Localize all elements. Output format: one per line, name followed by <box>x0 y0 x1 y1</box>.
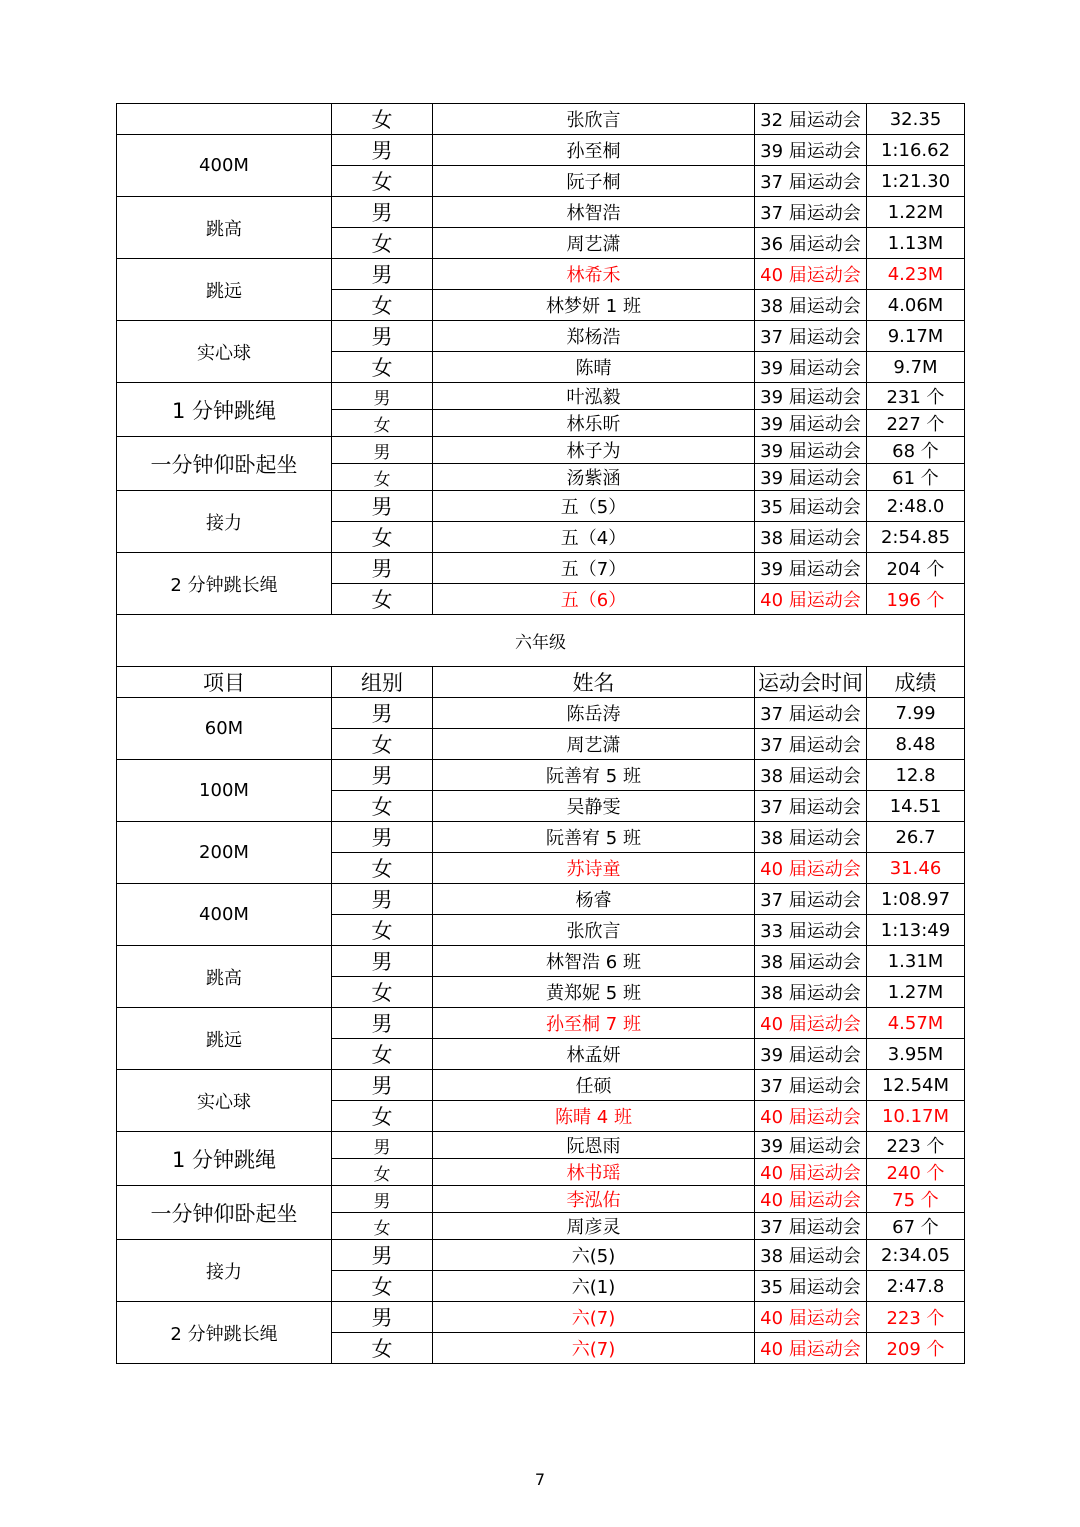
meet-cell: 39 届运动会 <box>755 1132 867 1159</box>
gender-cell: 男 <box>332 822 433 853</box>
athlete-name-cell: 五（7） <box>433 553 755 584</box>
result-cell: 1.31M <box>867 946 965 977</box>
meet-cell: 37 届运动会 <box>755 884 867 915</box>
event-name-cell: 400M <box>117 135 332 197</box>
event-name-cell <box>117 104 332 135</box>
gender-cell: 女 <box>332 464 433 491</box>
meet-cell: 40 届运动会 <box>755 1008 867 1039</box>
gender-cell: 女 <box>332 1271 433 1302</box>
table-row <box>117 1070 965 1101</box>
result-cell: 1:16.62 <box>867 135 965 166</box>
result-cell: 204 个 <box>867 553 965 584</box>
gender-cell: 女 <box>332 1333 433 1364</box>
result-cell: 196 个 <box>867 584 965 615</box>
gender-cell: 男 <box>332 321 433 352</box>
gender-cell: 男 <box>332 135 433 166</box>
athlete-name-cell: 阮善宥 5 班 <box>433 822 755 853</box>
event-name-cell: 实心球 <box>117 1070 332 1132</box>
result-cell: 1:13:49 <box>867 915 965 946</box>
meet-cell: 33 届运动会 <box>755 915 867 946</box>
gender-cell: 男 <box>332 1186 433 1213</box>
gender-cell: 男 <box>332 1132 433 1159</box>
gender-cell: 女 <box>332 1213 433 1240</box>
meet-cell: 40 届运动会 <box>755 1333 867 1364</box>
meet-cell: 32 届运动会 <box>755 104 867 135</box>
meet-cell: 37 届运动会 <box>755 1213 867 1240</box>
athlete-name-cell: 黄郑妮 5 班 <box>433 977 755 1008</box>
meet-cell: 39 届运动会 <box>755 553 867 584</box>
meet-cell: 35 届运动会 <box>755 1271 867 1302</box>
meet-cell: 36 届运动会 <box>755 228 867 259</box>
athlete-name-cell: 任硕 <box>433 1070 755 1101</box>
gender-cell: 男 <box>332 760 433 791</box>
result-cell: 223 个 <box>867 1302 965 1333</box>
meet-cell: 40 届运动会 <box>755 1302 867 1333</box>
meet-cell: 40 届运动会 <box>755 1186 867 1213</box>
meet-cell: 37 届运动会 <box>755 729 867 760</box>
athlete-name-cell: 汤紫涵 <box>433 464 755 491</box>
result-cell: 1:08.97 <box>867 884 965 915</box>
gender-cell: 男 <box>332 1008 433 1039</box>
athlete-name-cell: 林孟妍 <box>433 1039 755 1070</box>
gender-cell: 女 <box>332 522 433 553</box>
result-cell: 14.51 <box>867 791 965 822</box>
result-cell: 2:34.05 <box>867 1240 965 1271</box>
table-row <box>117 822 965 853</box>
gender-cell: 男 <box>332 491 433 522</box>
result-cell: 1.22M <box>867 197 965 228</box>
column-header-meet: 运动会时间 <box>755 667 867 698</box>
meet-cell: 37 届运动会 <box>755 321 867 352</box>
athlete-name-cell: 林乐昕 <box>433 410 755 437</box>
athlete-name-cell: 陈岳涛 <box>433 698 755 729</box>
event-name-cell: 跳高 <box>117 197 332 259</box>
athlete-name-cell: 苏诗童 <box>433 853 755 884</box>
table-row <box>117 1186 965 1213</box>
athlete-name-cell: 张欣言 <box>433 915 755 946</box>
result-cell: 227 个 <box>867 410 965 437</box>
header-row <box>117 667 965 698</box>
meet-cell: 39 届运动会 <box>755 1039 867 1070</box>
athlete-name-cell: 郑杨浩 <box>433 321 755 352</box>
meet-cell: 38 届运动会 <box>755 1240 867 1271</box>
gender-cell: 女 <box>332 584 433 615</box>
result-cell: 2:48.0 <box>867 491 965 522</box>
event-name-cell: 跳远 <box>117 259 332 321</box>
result-cell: 8.48 <box>867 729 965 760</box>
event-name-cell: 1 分钟跳绳 <box>117 383 332 437</box>
table-row <box>117 946 965 977</box>
records-table <box>116 103 965 1364</box>
athlete-name-cell: 李泓佑 <box>433 1186 755 1213</box>
meet-cell: 38 届运动会 <box>755 290 867 321</box>
event-name-cell: 接力 <box>117 491 332 553</box>
result-cell: 26.7 <box>867 822 965 853</box>
table-row <box>117 760 965 791</box>
result-cell: 31.46 <box>867 853 965 884</box>
meet-cell: 39 届运动会 <box>755 135 867 166</box>
gender-cell: 男 <box>332 1240 433 1271</box>
event-name-cell: 一分钟仰卧起坐 <box>117 1186 332 1240</box>
gender-cell: 女 <box>332 1039 433 1070</box>
gender-cell: 男 <box>332 946 433 977</box>
result-cell: 68 个 <box>867 437 965 464</box>
gender-cell: 男 <box>332 884 433 915</box>
athlete-name-cell: 吴静雯 <box>433 791 755 822</box>
section-title-row <box>117 615 965 667</box>
meet-cell: 38 届运动会 <box>755 822 867 853</box>
section-title: 六年级 <box>117 615 965 667</box>
gender-cell: 女 <box>332 1101 433 1132</box>
meet-cell: 39 届运动会 <box>755 383 867 410</box>
result-cell: 61 个 <box>867 464 965 491</box>
athlete-name-cell: 孙至桐 <box>433 135 755 166</box>
event-name-cell: 1 分钟跳绳 <box>117 1132 332 1186</box>
athlete-name-cell: 阮恩雨 <box>433 1132 755 1159</box>
event-name-cell: 一分钟仰卧起坐 <box>117 437 332 491</box>
athlete-name-cell: 五（5） <box>433 491 755 522</box>
event-name-cell: 实心球 <box>117 321 332 383</box>
gender-cell: 女 <box>332 352 433 383</box>
athlete-name-cell: 林子为 <box>433 437 755 464</box>
gender-cell: 男 <box>332 1302 433 1333</box>
gender-cell: 女 <box>332 104 433 135</box>
result-cell: 1.27M <box>867 977 965 1008</box>
column-header-result: 成绩 <box>867 667 965 698</box>
result-cell: 67 个 <box>867 1213 965 1240</box>
athlete-name-cell: 叶泓毅 <box>433 383 755 410</box>
gender-cell: 男 <box>332 259 433 290</box>
athlete-name-cell: 五（4） <box>433 522 755 553</box>
result-cell: 240 个 <box>867 1159 965 1186</box>
result-cell: 7.99 <box>867 698 965 729</box>
gender-cell: 女 <box>332 1159 433 1186</box>
athlete-name-cell: 张欣言 <box>433 104 755 135</box>
athlete-name-cell: 六(7) <box>433 1302 755 1333</box>
result-cell: 223 个 <box>867 1132 965 1159</box>
table-row <box>117 259 965 290</box>
athlete-name-cell: 周艺潇 <box>433 729 755 760</box>
athlete-name-cell: 林希禾 <box>433 259 755 290</box>
athlete-name-cell: 林智浩 6 班 <box>433 946 755 977</box>
result-cell: 209 个 <box>867 1333 965 1364</box>
table-row <box>117 1240 965 1271</box>
result-cell: 10.17M <box>867 1101 965 1132</box>
athlete-name-cell: 五（6） <box>433 584 755 615</box>
athlete-name-cell: 杨睿 <box>433 884 755 915</box>
event-name-cell: 400M <box>117 884 332 946</box>
meet-cell: 38 届运动会 <box>755 522 867 553</box>
athlete-name-cell: 阮善宥 5 班 <box>433 760 755 791</box>
meet-cell: 38 届运动会 <box>755 946 867 977</box>
event-name-cell: 接力 <box>117 1240 332 1302</box>
gender-cell: 女 <box>332 166 433 197</box>
gender-cell: 女 <box>332 410 433 437</box>
result-cell: 9.7M <box>867 352 965 383</box>
meet-cell: 40 届运动会 <box>755 1159 867 1186</box>
event-name-cell: 跳远 <box>117 1008 332 1070</box>
athlete-name-cell: 陈晴 <box>433 352 755 383</box>
result-cell: 75 个 <box>867 1186 965 1213</box>
result-cell: 2:47.8 <box>867 1271 965 1302</box>
result-cell: 1:21.30 <box>867 166 965 197</box>
gender-cell: 男 <box>332 383 433 410</box>
athlete-name-cell: 六(1) <box>433 1271 755 1302</box>
meet-cell: 39 届运动会 <box>755 352 867 383</box>
meet-cell: 37 届运动会 <box>755 791 867 822</box>
meet-cell: 38 届运动会 <box>755 760 867 791</box>
result-cell: 3.95M <box>867 1039 965 1070</box>
athlete-name-cell: 陈晴 4 班 <box>433 1101 755 1132</box>
meet-cell: 39 届运动会 <box>755 437 867 464</box>
meet-cell: 39 届运动会 <box>755 410 867 437</box>
gender-cell: 女 <box>332 915 433 946</box>
result-cell: 12.8 <box>867 760 965 791</box>
column-header-name: 姓名 <box>433 667 755 698</box>
gender-cell: 男 <box>332 698 433 729</box>
meet-cell: 39 届运动会 <box>755 464 867 491</box>
result-cell: 4.57M <box>867 1008 965 1039</box>
event-name-cell: 跳高 <box>117 946 332 1008</box>
athlete-name-cell: 孙至桐 7 班 <box>433 1008 755 1039</box>
table-row <box>117 1008 965 1039</box>
table-row <box>117 553 965 584</box>
page-number: 7 <box>534 1470 546 1489</box>
gender-cell: 男 <box>332 197 433 228</box>
table-row <box>117 104 965 135</box>
meet-cell: 40 届运动会 <box>755 1101 867 1132</box>
meet-cell: 35 届运动会 <box>755 491 867 522</box>
result-cell: 9.17M <box>867 321 965 352</box>
athlete-name-cell: 阮子桐 <box>433 166 755 197</box>
table-row <box>117 698 965 729</box>
meet-cell: 37 届运动会 <box>755 698 867 729</box>
table-row <box>117 437 965 464</box>
gender-cell: 女 <box>332 729 433 760</box>
athlete-name-cell: 周彦灵 <box>433 1213 755 1240</box>
result-cell: 2:54.85 <box>867 522 965 553</box>
column-header-event: 项目 <box>117 667 332 698</box>
event-name-cell: 2 分钟跳长绳 <box>117 1302 332 1364</box>
athlete-name-cell: 六(7) <box>433 1333 755 1364</box>
event-name-cell: 100M <box>117 760 332 822</box>
result-cell: 4.23M <box>867 259 965 290</box>
athlete-name-cell: 林智浩 <box>433 197 755 228</box>
meet-cell: 40 届运动会 <box>755 584 867 615</box>
table-row <box>117 1302 965 1333</box>
result-cell: 4.06M <box>867 290 965 321</box>
gender-cell: 男 <box>332 437 433 464</box>
result-cell: 32.35 <box>867 104 965 135</box>
result-cell: 231 个 <box>867 383 965 410</box>
athlete-name-cell: 周艺潇 <box>433 228 755 259</box>
table-row <box>117 197 965 228</box>
gender-cell: 女 <box>332 977 433 1008</box>
gender-cell: 女 <box>332 228 433 259</box>
event-name-cell: 200M <box>117 822 332 884</box>
result-cell: 12.54M <box>867 1070 965 1101</box>
table-row <box>117 383 965 410</box>
table-row <box>117 321 965 352</box>
result-cell: 1.13M <box>867 228 965 259</box>
meet-cell: 37 届运动会 <box>755 1070 867 1101</box>
meet-cell: 38 届运动会 <box>755 977 867 1008</box>
meet-cell: 37 届运动会 <box>755 197 867 228</box>
meet-cell: 37 届运动会 <box>755 166 867 197</box>
gender-cell: 女 <box>332 791 433 822</box>
column-header-group: 组别 <box>332 667 433 698</box>
table-row <box>117 884 965 915</box>
event-name-cell: 60M <box>117 698 332 760</box>
table-row <box>117 135 965 166</box>
event-name-cell: 2 分钟跳长绳 <box>117 553 332 615</box>
table-row <box>117 491 965 522</box>
gender-cell: 女 <box>332 290 433 321</box>
meet-cell: 40 届运动会 <box>755 259 867 290</box>
gender-cell: 男 <box>332 1070 433 1101</box>
athlete-name-cell: 林梦妍 1 班 <box>433 290 755 321</box>
table-row <box>117 1132 965 1159</box>
gender-cell: 女 <box>332 853 433 884</box>
meet-cell: 40 届运动会 <box>755 853 867 884</box>
athlete-name-cell: 林书瑶 <box>433 1159 755 1186</box>
gender-cell: 男 <box>332 553 433 584</box>
athlete-name-cell: 六(5) <box>433 1240 755 1271</box>
